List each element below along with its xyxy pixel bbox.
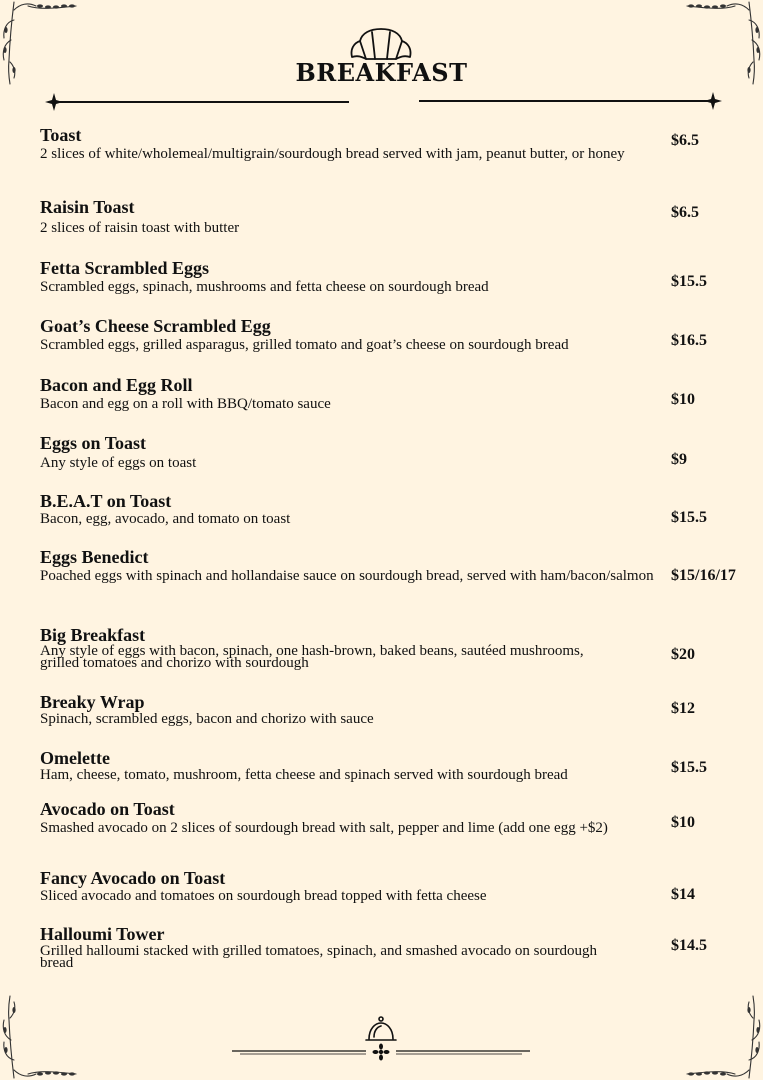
item-description: Bacon, egg, avocado, and tomato on toast <box>40 511 291 527</box>
item-price: $6.5 <box>671 204 699 221</box>
menu-title: BREAKFAST <box>295 58 468 87</box>
item-description: Sliced avocado and tomatoes on sourdough bread topped with fetta cheese <box>40 888 487 904</box>
item-description: Ham, cheese, tomato, mushroom, fetta cheese and spinach served with sourdough bread <box>40 767 568 783</box>
item-name: Breaky Wrap <box>40 692 145 712</box>
item-name: Raisin Toast <box>40 197 135 217</box>
item-description: 2 slices of raisin toast with butter <box>40 220 240 236</box>
item-name: Big Breakfast <box>40 625 146 645</box>
item-price: $14.5 <box>671 937 707 954</box>
item-price: $10 <box>671 391 695 408</box>
item-name: Eggs on Toast <box>40 433 147 453</box>
item-description: Scrambled eggs, grilled asparagus, grilled tomato and goat’s cheese on sourdough bread <box>40 337 569 353</box>
item-description: Scrambled eggs, spinach, mushrooms and fetta cheese on sourdough bread <box>40 279 489 295</box>
item-description: Spinach, scrambled eggs, bacon and chorizo with sauce <box>40 711 374 727</box>
item-price: $20 <box>671 646 695 663</box>
item-price: $15/16/17 <box>671 567 736 584</box>
item-price: $6.5 <box>671 132 699 149</box>
header-divider-left <box>44 92 354 112</box>
item-name: Fancy Avocado on Toast <box>40 868 226 888</box>
item-name: Bacon and Egg Roll <box>40 375 193 395</box>
item-description: Poached eggs with spinach and hollandaise sauce on sourdough bread, served with ham/bacon/salmon <box>40 568 654 584</box>
item-price: $9 <box>671 451 687 468</box>
item-price: $16.5 <box>671 332 707 349</box>
item-price: $15.5 <box>671 273 707 290</box>
floral-corner-bottom-left-icon <box>0 995 80 1080</box>
item-description: Bacon and egg on a roll with BBQ/tomato sauce <box>40 396 331 412</box>
item-description: Grilled halloumi stacked with grilled tomatoes, spinach, and smashed avocado on sourdough bread <box>40 943 597 971</box>
item-name: Eggs Benedict <box>40 547 149 567</box>
item-name: Avocado on Toast <box>40 799 175 819</box>
item-description: Any style of eggs on toast <box>40 455 197 471</box>
item-name: B.E.A.T on Toast <box>40 491 172 511</box>
item-name: Toast <box>40 125 82 145</box>
item-name: Omelette <box>40 748 110 768</box>
item-name: Halloumi Tower <box>40 924 165 944</box>
item-description: Smashed avocado on 2 slices of sourdough bread with salt, pepper and lime (add one egg +$2) <box>40 820 608 836</box>
item-description: Any style of eggs with bacon, spinach, one hash-brown, baked beans, sautéed mushrooms, grilled tomatoes and chorizo with sourdough <box>40 643 584 671</box>
item-price: $12 <box>671 700 695 717</box>
sparkle-icon <box>704 92 722 110</box>
cloche-icon <box>365 1015 397 1045</box>
item-price: $15.5 <box>671 759 707 776</box>
footer-divider <box>230 1042 532 1062</box>
item-price: $14 <box>671 886 695 903</box>
floral-corner-bottom-right-icon <box>683 995 763 1080</box>
item-name: Fetta Scrambled Eggs <box>40 258 209 278</box>
item-description: 2 slices of white/wholemeal/multigrain/sourdough bread served with jam, peanut butter, or honey <box>40 146 625 162</box>
item-price: $10 <box>671 814 695 831</box>
item-name: Goat’s Cheese Scrambled Egg <box>40 316 271 336</box>
sparkle-icon <box>45 93 63 111</box>
item-price: $15.5 <box>671 509 707 526</box>
header-divider-right <box>414 91 724 111</box>
